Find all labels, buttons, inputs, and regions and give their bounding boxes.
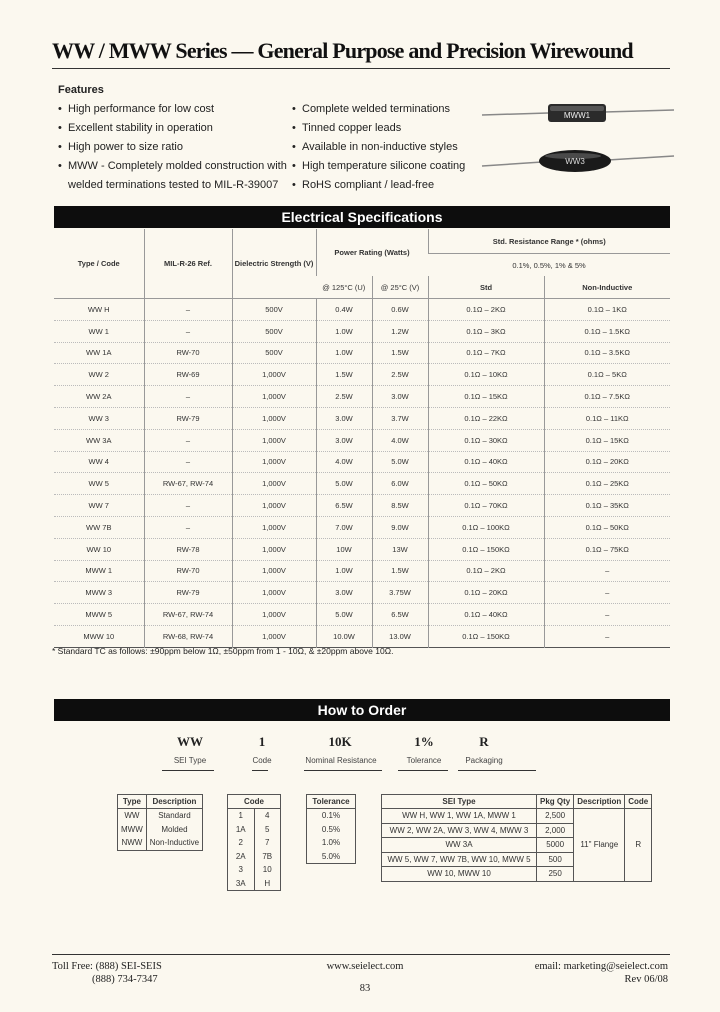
spec-cell: – xyxy=(144,516,232,538)
spec-cell: 0.1Ω – 70KΩ xyxy=(428,495,544,517)
spec-cell: 0.1Ω – 11KΩ xyxy=(544,407,670,429)
code-cell: 7 xyxy=(254,836,281,850)
spec-cell: 0.1Ω – 150KΩ xyxy=(428,625,544,647)
spec-row xyxy=(54,386,670,408)
packaging-table xyxy=(381,794,652,882)
spec-cell: – xyxy=(544,582,670,604)
code-cell: 2A xyxy=(228,850,255,864)
spec-cell: 0.6W xyxy=(372,299,428,321)
footer-revision: Rev 06/08 xyxy=(624,974,668,985)
code-cell: 10 xyxy=(254,863,281,877)
spec-cell: 8.5W xyxy=(372,495,428,517)
spec-cell: 0.1Ω – 1.5KΩ xyxy=(544,320,670,342)
spec-cell: 0.1Ω – 15KΩ xyxy=(544,429,670,451)
code-cell: H xyxy=(254,877,281,891)
spec-cell: RW-69 xyxy=(144,364,232,386)
spec-cell: 0.1Ω – 10KΩ xyxy=(428,364,544,386)
code-cell: 4 xyxy=(254,809,281,823)
pkg-table-header: SEI Type xyxy=(382,795,537,809)
pkg-type-cell: WW 3A xyxy=(382,838,537,853)
page-title: WW / MWW Series — General Purpose and Precision Wirewound xyxy=(52,38,633,63)
order-code-type: WW xyxy=(177,734,203,749)
pkg-qty-cell: 2,500 xyxy=(537,809,574,824)
type-table xyxy=(117,794,203,851)
spec-cell: 1.0W xyxy=(316,342,372,364)
spec-row xyxy=(54,625,670,647)
order-code-code: 1 xyxy=(258,734,266,749)
spec-cell: WW 1A xyxy=(86,348,112,358)
spec-cell: 13W xyxy=(372,538,428,560)
spec-cell: 2.5W xyxy=(372,364,428,386)
pkg-description-cell: 11" Flange xyxy=(574,809,625,882)
spec-cell: 1.5W xyxy=(372,342,428,364)
pkg-qty-cell: 5000 xyxy=(537,838,574,853)
mww1-resistor-image xyxy=(478,98,678,128)
feature-item: • High temperature silicone coating xyxy=(292,157,465,176)
spec-cell: 10.0W xyxy=(316,625,372,647)
spec-cell: 6.5W xyxy=(372,604,428,626)
spec-cell: – xyxy=(144,320,232,342)
ww3-label: WW3 xyxy=(565,157,585,166)
spec-row xyxy=(54,320,670,342)
spec-cell: 0.1Ω – 30KΩ xyxy=(428,429,544,451)
spec-cell: 3.7W xyxy=(372,407,428,429)
spec-cell: 1,000V xyxy=(232,582,316,604)
spec-cell: 0.4W xyxy=(316,299,372,321)
spec-cell: 0.1Ω – 7KΩ xyxy=(428,342,544,364)
features-left-list xyxy=(58,100,287,195)
spec-cell: 0.1Ω – 3KΩ xyxy=(428,320,544,342)
tolerance-cell: 0.1% xyxy=(307,809,356,823)
pkg-table-header: Description xyxy=(574,795,625,809)
pkg-table-header: Pkg Qty xyxy=(537,795,574,809)
spec-cell: 1,000V xyxy=(232,364,316,386)
spec-cell: MWW 3 xyxy=(85,588,113,598)
spec-cell: – xyxy=(144,299,232,321)
spec-row xyxy=(54,429,670,451)
spec-cell: 0.1Ω – 40KΩ xyxy=(428,451,544,473)
order-label-type: SEI Type xyxy=(173,756,207,765)
col-header-range: Std. Resistance Range * (ohms) xyxy=(428,229,670,254)
spec-cell: 1,000V xyxy=(232,560,316,582)
order-code-packaging: R xyxy=(479,734,489,749)
spec-cell: 1.0W xyxy=(316,320,372,342)
spec-cell: 0.1Ω – 20KΩ xyxy=(428,582,544,604)
col-header-tolerance: 0.1%, 0.5%, 1% & 5% xyxy=(512,260,586,270)
type-cell: MWW xyxy=(118,823,147,837)
spec-cell: 1,000V xyxy=(232,495,316,517)
order-bar-resistance xyxy=(304,770,382,771)
spec-cell: MWW 5 xyxy=(85,610,113,620)
spec-cell: – xyxy=(544,560,670,582)
electrical-specs-banner: Electrical Specifications xyxy=(54,206,670,228)
ww3-resistor-image xyxy=(478,146,678,176)
spec-cell: WW 2A xyxy=(86,392,112,402)
spec-cell: 0.1Ω – 1KΩ xyxy=(544,299,670,321)
spec-row xyxy=(54,407,670,429)
spec-cell: 0.1Ω – 2KΩ xyxy=(428,560,544,582)
spec-cell: 500V xyxy=(232,342,316,364)
spec-cell: 1.5W xyxy=(372,560,428,582)
spec-cell: 0.1Ω – 150KΩ xyxy=(428,538,544,560)
spec-cell: 3.0W xyxy=(316,582,372,604)
order-bar-type xyxy=(162,770,214,771)
order-bar-code xyxy=(252,770,268,771)
type-table-header: Description xyxy=(146,795,202,809)
code-table-header: Code xyxy=(228,795,281,809)
type-cell: NWW xyxy=(118,836,147,850)
spec-cell: 1,000V xyxy=(232,625,316,647)
feature-item: • Excellent stability in operation xyxy=(58,119,287,138)
spec-cell: 0.1Ω – 20KΩ xyxy=(544,451,670,473)
spec-cell: 0.1Ω – 35KΩ xyxy=(544,495,670,517)
spec-row xyxy=(54,451,670,473)
order-code-resistance: 10K xyxy=(328,734,352,749)
features-heading: Features xyxy=(58,84,104,96)
spec-cell: 10W xyxy=(316,538,372,560)
spec-row xyxy=(54,495,670,517)
spec-cell: 5.0W xyxy=(316,473,372,495)
type-desc-cell: Molded xyxy=(146,823,202,837)
code-cell: 5 xyxy=(254,823,281,837)
spec-cell: MWW 10 xyxy=(83,631,115,641)
tolerance-cell: 5.0% xyxy=(307,850,356,864)
spec-cell: WW 4 xyxy=(88,457,109,467)
order-bar-tolerance xyxy=(398,770,448,771)
spec-cell: 0.1Ω – 100KΩ xyxy=(428,516,544,538)
spec-cell: WW 3A xyxy=(86,435,112,445)
spec-cell: 1.5W xyxy=(316,364,372,386)
spec-cell: 1,000V xyxy=(232,451,316,473)
spec-row xyxy=(54,473,670,495)
spec-cell: 500V xyxy=(232,299,316,321)
feature-item: • RoHS compliant / lead-free xyxy=(292,176,465,195)
tolerance-table xyxy=(306,794,356,864)
pkg-type-cell: WW 5, WW 7, WW 7B, WW 10, MWW 5 xyxy=(382,852,537,867)
spec-row xyxy=(54,582,670,604)
spec-cell: 0.1Ω – 3.5KΩ xyxy=(544,342,670,364)
spec-row xyxy=(54,604,670,626)
spec-cell: 6.0W xyxy=(372,473,428,495)
spec-cell: WW 10 xyxy=(86,544,112,554)
spec-cell: 0.1Ω – 5KΩ xyxy=(544,364,670,386)
footer-toll-free: Toll Free: (888) SEI-SEIS xyxy=(52,961,162,972)
spec-cell: 0.1Ω – 40KΩ xyxy=(428,604,544,626)
pkg-code-cell: R xyxy=(625,809,652,882)
spec-cell: 1.2W xyxy=(372,320,428,342)
spec-cell: 5.0W xyxy=(316,604,372,626)
spec-cell: WW 5 xyxy=(88,479,109,489)
tolerance-table-header: Tolerance xyxy=(307,795,356,809)
features-right-list xyxy=(292,100,465,195)
type-cell: WW xyxy=(118,809,147,823)
footer-website: www.seielect.com xyxy=(326,961,404,972)
spec-row xyxy=(54,516,670,538)
mww1-label: MWW1 xyxy=(563,111,591,120)
spec-cell: 13.0W xyxy=(372,625,428,647)
spec-row xyxy=(54,342,670,364)
spec-cell: 2.5W xyxy=(316,386,372,408)
footer-phone: (888) 734-7347 xyxy=(92,974,158,985)
spec-cell: 3.0W xyxy=(372,386,428,408)
spec-row xyxy=(54,364,670,386)
pkg-type-cell: WW 2, WW 2A, WW 3, WW 4, MWW 3 xyxy=(382,823,537,838)
col-header-p25: @ 25°C (V) xyxy=(372,276,428,299)
spec-cell: 0.1Ω – 25KΩ xyxy=(544,473,670,495)
spec-cell: RW-78 xyxy=(144,538,232,560)
spec-cell: – xyxy=(144,429,232,451)
col-header-noninductive: Non-Inductive xyxy=(544,276,670,299)
feature-item: • Complete welded terminations xyxy=(292,100,465,119)
spec-cell: RW-79 xyxy=(144,407,232,429)
code-cell: 3A xyxy=(228,877,255,891)
spec-cell: 1,000V xyxy=(232,516,316,538)
spec-cell: 0.1Ω – 50KΩ xyxy=(544,516,670,538)
spec-row xyxy=(54,560,670,582)
pkg-qty-cell: 500 xyxy=(537,852,574,867)
spec-cell: RW-79 xyxy=(144,582,232,604)
pkg-type-cell: WW H, WW 1, WW 1A, MWW 1 xyxy=(382,809,537,824)
spec-cell: RW-67, RW-74 xyxy=(144,604,232,626)
spec-row xyxy=(54,538,670,560)
title-rule xyxy=(52,68,670,69)
spec-cell: – xyxy=(544,625,670,647)
electrical-specs-table xyxy=(54,229,670,648)
tc-footnote: * Standard TC as follows: ±90ppm below 1Ω, ±50ppm from 1 - 10Ω, & ±20ppm above 10Ω. xyxy=(52,646,394,656)
spec-cell: WW 7 xyxy=(88,501,109,511)
spec-cell: 0.1Ω – 7.5KΩ xyxy=(544,386,670,408)
spec-cell: 500V xyxy=(232,320,316,342)
spec-cell: MWW 1 xyxy=(85,566,113,576)
code-table xyxy=(227,794,281,891)
spec-cell: WW H xyxy=(87,304,110,314)
footer-email: email: marketing@seielect.com xyxy=(534,961,668,972)
tolerance-cell: 1.0% xyxy=(307,836,356,850)
col-header-mil: MIL-R-26 Ref. xyxy=(144,229,232,299)
spec-cell: WW 7B xyxy=(86,522,112,532)
code-cell: 1 xyxy=(228,809,255,823)
spec-cell: 3.0W xyxy=(316,407,372,429)
pkg-qty-cell: 2,000 xyxy=(537,823,574,838)
order-bar-packaging xyxy=(458,770,536,771)
spec-cell: 3.75W xyxy=(372,582,428,604)
spec-cell: RW-67, RW-74 xyxy=(144,473,232,495)
order-code-tolerance: 1% xyxy=(414,734,434,749)
code-cell: 3 xyxy=(228,863,255,877)
order-label-tolerance: Tolerance xyxy=(406,756,442,765)
spec-cell: 4.0W xyxy=(316,451,372,473)
spec-cell: 1,000V xyxy=(232,473,316,495)
spec-cell: 1,000V xyxy=(232,386,316,408)
feature-item: • Tinned copper leads xyxy=(292,119,465,138)
spec-cell: 1,000V xyxy=(232,407,316,429)
spec-cell: 7.0W xyxy=(316,516,372,538)
spec-cell: 0.1Ω – 15KΩ xyxy=(428,386,544,408)
spec-cell: – xyxy=(144,451,232,473)
code-cell: 1A xyxy=(228,823,255,837)
spec-cell: – xyxy=(544,604,670,626)
spec-cell: WW 2 xyxy=(88,370,109,380)
how-to-order-banner: How to Order xyxy=(54,699,670,721)
col-header-p125: @ 125°C (U) xyxy=(316,276,372,299)
spec-cell: 1,000V xyxy=(232,604,316,626)
col-header-type: Type / Code xyxy=(54,229,144,299)
footer-page-number: 83 xyxy=(359,983,371,994)
spec-cell: 3.0W xyxy=(316,429,372,451)
order-label-resistance: Nominal Resistance xyxy=(305,756,377,765)
type-desc-cell: Standard xyxy=(146,809,202,823)
code-cell: 7B xyxy=(254,850,281,864)
spec-cell: 1.0W xyxy=(316,560,372,582)
feature-item: • High performance for low cost xyxy=(58,100,287,119)
pkg-qty-cell: 250 xyxy=(537,867,574,882)
spec-cell: RW-70 xyxy=(144,560,232,582)
spec-cell: WW 1 xyxy=(88,326,109,336)
footer-rule xyxy=(52,954,670,955)
spec-cell: 0.1Ω – 50KΩ xyxy=(428,473,544,495)
feature-item: • MWW - Completely molded construction with welded terminations tested to MIL-R-39007 xyxy=(58,157,287,195)
spec-cell: 5.0W xyxy=(372,451,428,473)
pkg-table-header: Code xyxy=(625,795,652,809)
spec-cell: 1,000V xyxy=(232,538,316,560)
spec-cell: 0.1Ω – 75KΩ xyxy=(544,538,670,560)
col-header-dielectric: Dielectric Strength (V) xyxy=(232,229,316,299)
spec-cell: 9.0W xyxy=(372,516,428,538)
feature-item: • High power to size ratio xyxy=(58,138,287,157)
spec-cell: – xyxy=(144,495,232,517)
tolerance-cell: 0.5% xyxy=(307,823,356,837)
col-header-power: Power Rating (Watts) xyxy=(316,229,428,276)
feature-item: • Available in non-inductive styles xyxy=(292,138,465,157)
spec-cell: RW-70 xyxy=(144,342,232,364)
spec-cell: 6.5W xyxy=(316,495,372,517)
type-desc-cell: Non-Inductive xyxy=(146,836,202,850)
spec-cell: 1,000V xyxy=(232,429,316,451)
spec-cell: RW-68, RW-74 xyxy=(144,625,232,647)
order-label-packaging: Packaging xyxy=(465,756,503,765)
spec-row xyxy=(54,299,670,321)
spec-cell: 0.1Ω – 2KΩ xyxy=(428,299,544,321)
spec-cell: 0.1Ω – 22KΩ xyxy=(428,407,544,429)
pkg-type-cell: WW 10, MWW 10 xyxy=(382,867,537,882)
spec-cell: – xyxy=(144,386,232,408)
order-label-code: Code xyxy=(252,756,272,765)
spec-cell: 4.0W xyxy=(372,429,428,451)
spec-cell: WW 3 xyxy=(88,413,109,423)
col-header-std: Std xyxy=(428,276,544,299)
type-table-header: Type xyxy=(118,795,147,809)
code-cell: 2 xyxy=(228,836,255,850)
